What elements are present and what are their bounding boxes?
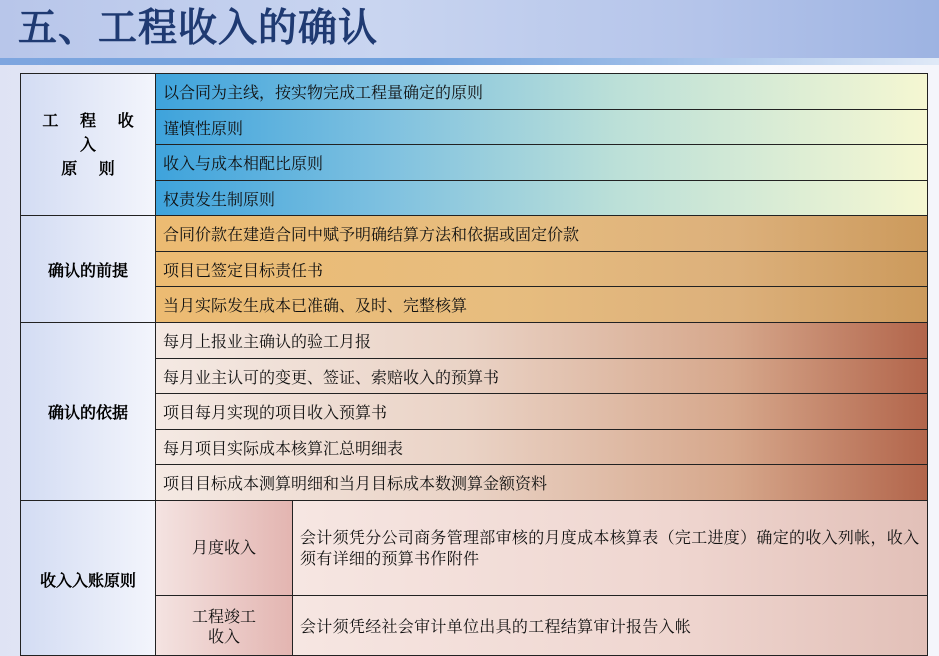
section-header-label: 确认的依据 [47,403,128,422]
section-header-basis [21,323,156,501]
table-row [156,74,927,110]
subrow-label-completion [156,596,293,656]
row-text: 以合同为主线，按实物完成工程量确定的原则 [163,83,484,102]
row-text: 项目每月实现的项目收入预算书 [163,403,388,422]
row-text: 项目已签定目标责任书 [163,260,324,280]
subrow-description-monthly [293,501,927,596]
section-header-principles [21,74,156,216]
table-row [156,430,927,465]
table-row [156,323,927,359]
row-text: 每月业主认可的变更、签证、索赔收入的预算书 [163,367,500,387]
section-header-label: 工 程 收 入 原 则 [42,110,142,178]
table-row [156,394,927,430]
subrow-label-monthly [156,501,293,596]
section-header-label: 确认的前提 [47,260,128,280]
row-text: 权责发生制原则 [163,189,276,209]
section-header-booking [21,501,156,656]
table-row [156,359,927,394]
row-text: 每月上报业主确认的验工月报 [163,332,372,351]
subrow-text: 会计须凭经社会审计单位出具的工程结算审计报告入帐 [300,617,692,636]
title-rule [0,58,939,65]
row-text: 每月项目实际成本核算汇总明细表 [163,438,404,458]
row-text: 当月实际发生成本已准确、及时、完整核算 [163,296,468,315]
table-row [156,287,927,323]
row-text: 项目目标成本测算明细和当月目标成本数测算金额资料 [163,474,548,493]
table-row [156,110,927,145]
slide-title: 五、工程收入的确认 [18,6,379,51]
subrow-description-completion [293,596,927,656]
table-row [156,145,927,181]
table-row [156,181,927,216]
table-row [156,216,927,252]
row-text: 合同价款在建造合同中赋予明确结算方法和依据或固定价款 [163,225,580,244]
table-row [156,465,927,501]
row-text: 谨慎性原则 [163,118,244,138]
section-header-prerequisites [21,216,156,323]
subrow-label: 月度收入 [191,538,256,557]
table-row [156,252,927,287]
subrow-label: 工程竣工 收入 [191,606,256,646]
row-text: 收入与成本相配比原则 [163,154,324,173]
subrow-text: 会计须凭分公司商务管理部审核的月度成本核算表（完工进度）确定的收入列帐，收入须有详细的预算书作附件 [300,528,920,568]
section-header-label: 收入入账原则 [39,570,136,590]
revenue-recognition-table [20,73,928,656]
